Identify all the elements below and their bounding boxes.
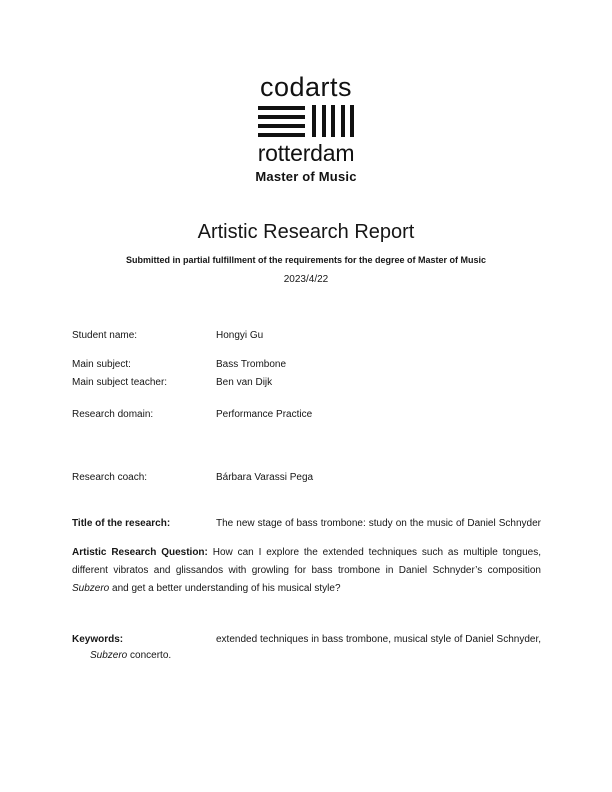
field-value: Bárbara Varassi Pega xyxy=(216,472,314,483)
work-title-italic: Subzero xyxy=(72,583,110,594)
page-date: 2023/4/22 xyxy=(283,274,329,285)
staff-lines-icon xyxy=(258,106,305,137)
research-title-value: The new stage of bass trombone: study on the music of Daniel Schnyder xyxy=(216,518,541,529)
research-question-text: How can I explore the extended techniques such as multiple tongues, xyxy=(212,547,541,558)
field-value: Bass Trombone xyxy=(216,359,287,370)
research-question-line-2 xyxy=(72,564,541,578)
research-question-line-3 xyxy=(72,582,541,596)
work-title-italic: Subzero xyxy=(90,650,128,661)
field-row-title-of-research xyxy=(72,517,541,531)
logo-wordmark: codarts xyxy=(259,72,353,102)
field-label: Artistic Research Question: xyxy=(72,547,208,558)
field-label: Main subject teacher: xyxy=(72,377,168,388)
logo-program: Master of Music xyxy=(255,169,357,184)
keywords-value: extended techniques in bass trombone, musical style of Daniel Schnyder, xyxy=(216,634,541,645)
field-value: Performance Practice xyxy=(216,409,313,420)
field-row-keywords xyxy=(72,633,541,647)
field-label: Research coach: xyxy=(72,472,148,483)
field-label: Title of the research: xyxy=(72,518,171,529)
page-title: Artistic Research Report xyxy=(197,221,415,243)
keywords-text: concerto. xyxy=(130,650,172,661)
field-value: Ben van Dijk xyxy=(216,377,273,388)
codarts-logo-icon xyxy=(0,105,612,137)
bar-lines-icon xyxy=(312,105,354,137)
research-question-line-1 xyxy=(72,546,541,560)
codarts-logo xyxy=(0,73,612,184)
research-question-text: different vibratos and glissandos with growling for bass trombone in Daniel Schnyder’s composition xyxy=(72,565,541,576)
keywords-line-2 xyxy=(90,649,541,663)
logo-city: rotterdam xyxy=(257,140,355,166)
field-label: Main subject: xyxy=(72,359,131,370)
research-question-text: and get a better understanding of his musical style? xyxy=(112,583,341,594)
field-value: Hongyi Gu xyxy=(216,330,264,341)
field-label: Research domain: xyxy=(72,409,154,420)
page-subtitle: Submitted in partial fulfillment of the requirements for the degree of Master of Music xyxy=(125,255,487,265)
field-label: Student name: xyxy=(72,330,138,341)
field-label: Keywords: xyxy=(72,634,124,645)
